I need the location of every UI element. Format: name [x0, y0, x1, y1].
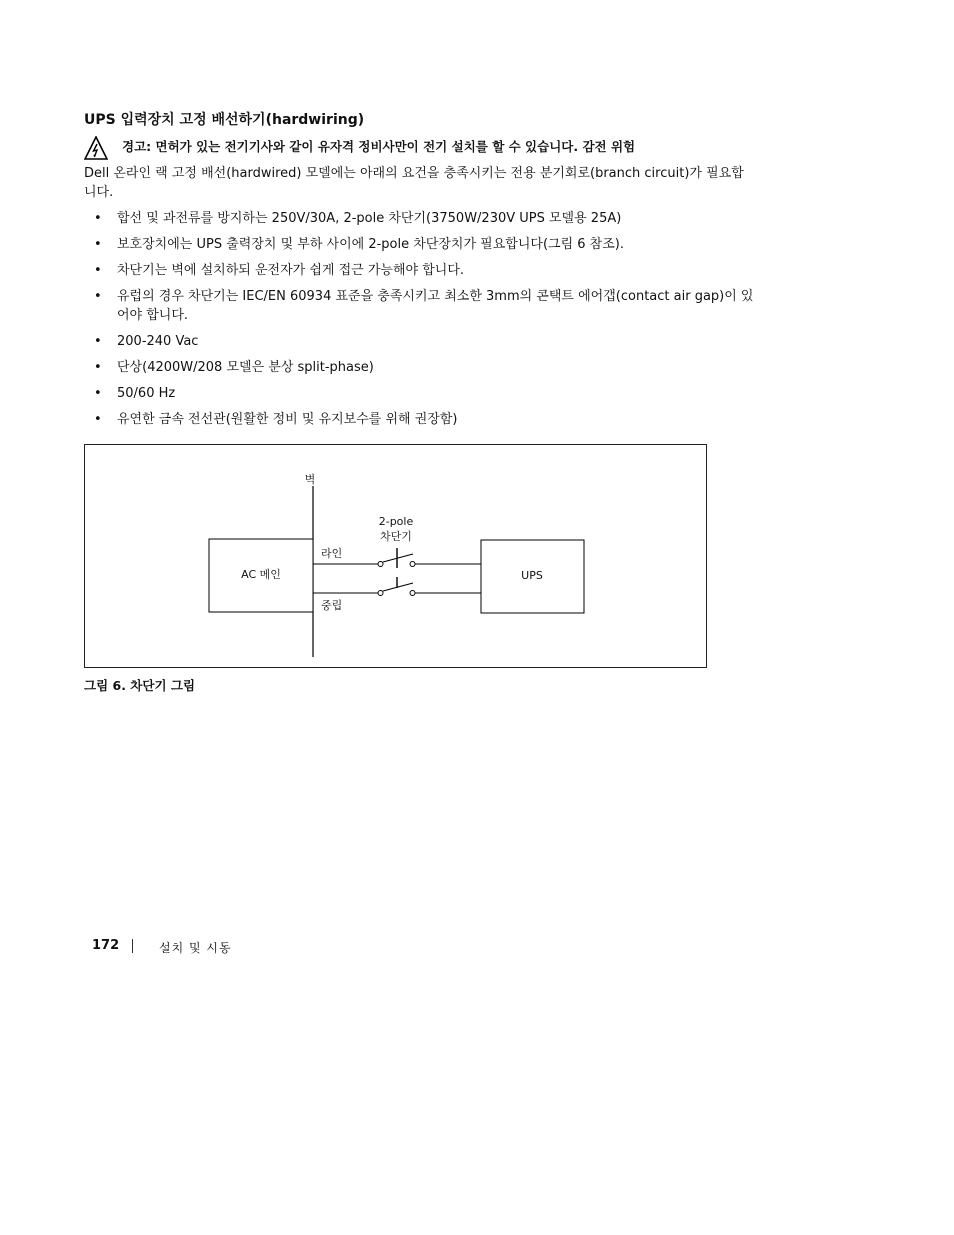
list-item-text: 차단기는 벽에 설치하되 운전자가 쉽게 접근 가능해야 합니다. — [117, 263, 465, 278]
ups-label: UPS — [521, 569, 543, 582]
page-number: 172 — [92, 938, 120, 953]
warning-text: 경고: 면허가 있는 전기기사와 같이 유자격 정비사만이 전기 설치를 할 수 있습니다. 감전 위험 — [122, 139, 636, 154]
list-item-text: 합선 및 과전류를 방지하는 250V/30A, 2-pole 차단기(3750W/230V UPS 모델용 25A) — [117, 211, 622, 226]
wall-label: 벽 — [304, 473, 316, 486]
list-item — [84, 410, 764, 429]
list-item-text: 유럽의 경우 차단기는 IEC/EN 60934 표준을 충족시키고 최소한 3mm의 콘택트 에어갭(contact air gap)이 있어야 합니다. — [117, 289, 754, 323]
intro-paragraph: Dell 온라인 랙 고정 배선(hardwired) 모델에는 아래의 요건을 충족시키는 전용 분기회로(branch circuit)가 필요합니다. — [84, 166, 744, 200]
breaker-label-line1: 2-pole — [378, 515, 414, 528]
electric-shock-warning-icon — [84, 136, 108, 160]
list-item — [84, 261, 764, 280]
bullet-symbol: • — [94, 360, 102, 375]
list-item — [84, 209, 764, 228]
bullet-symbol: • — [94, 211, 102, 226]
requirements-list — [84, 209, 764, 436]
breaker-diagram-svg — [85, 445, 708, 669]
list-item-text: 50/60 Hz — [117, 386, 176, 401]
list-item — [84, 384, 764, 403]
footer-section-title: 설치 및 시동 — [159, 941, 232, 955]
list-item — [84, 358, 764, 377]
list-item — [84, 332, 764, 351]
list-item — [84, 287, 764, 325]
line-switch-blade — [383, 554, 413, 562]
list-item-text: 보호장치에는 UPS 출력장치 및 부하 사이에 2-pole 차단장치가 필요합니다(그림 6 참조). — [117, 237, 624, 252]
neutral-contact-left — [378, 591, 383, 596]
bullet-symbol: • — [94, 263, 102, 278]
ac-main-label: AC 메인 — [241, 568, 281, 581]
breaker-label-line2: 차단기 — [380, 530, 412, 543]
figure-caption: 그림 6. 차단기 그림 — [84, 678, 196, 693]
breaker-diagram — [84, 444, 707, 668]
list-item-text: 유연한 금속 전선관(원활한 정비 및 유지보수를 위해 권장함) — [117, 412, 458, 427]
bullet-symbol: • — [94, 412, 102, 427]
list-item-text: 단상(4200W/208 모델은 분상 split-phase) — [117, 360, 374, 375]
section-heading: UPS 입력장치 고정 배선하기(hardwiring) — [84, 112, 365, 128]
bullet-symbol: • — [94, 237, 102, 252]
neutral-contact-right — [410, 591, 415, 596]
list-item — [84, 235, 764, 254]
neutral-switch-blade — [383, 583, 413, 591]
bullet-symbol: • — [94, 386, 102, 401]
bullet-symbol: • — [94, 334, 102, 349]
line-contact-right — [410, 562, 415, 567]
neutral-label: 중립 — [321, 599, 343, 612]
line-label: 라인 — [321, 547, 343, 560]
line-contact-left — [378, 562, 383, 567]
footer-divider — [132, 939, 133, 953]
list-item-text: 200-240 Vac — [117, 334, 199, 349]
bullet-symbol: • — [94, 289, 102, 304]
